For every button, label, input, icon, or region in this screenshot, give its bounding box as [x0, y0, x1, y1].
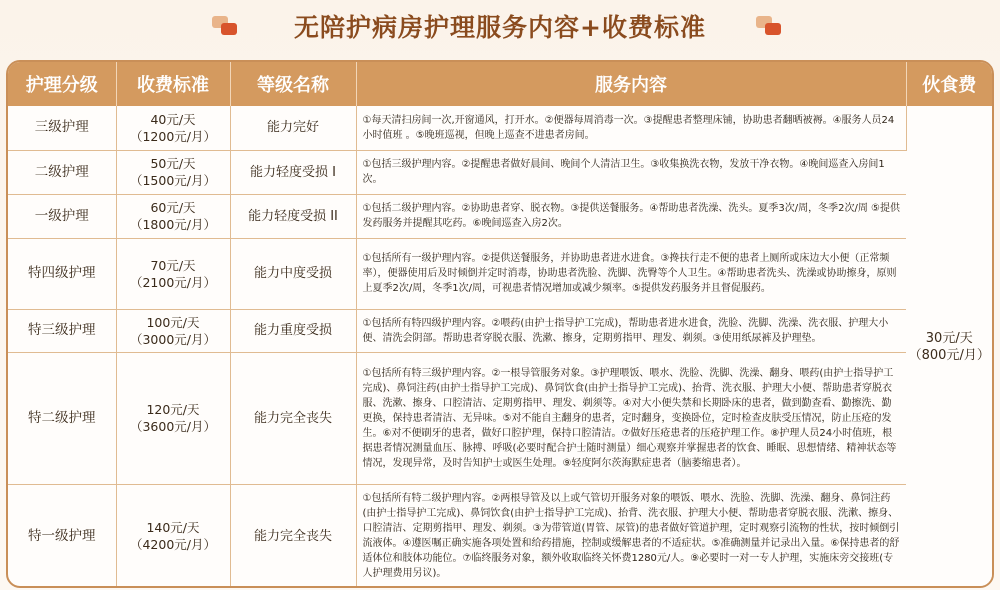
fee-table	[8, 62, 992, 588]
row-service: ①每天清扫房间一次,开窗通风，打开水。②便器每周消毒一次。③提醒患者整理床铺，协助患者翻晒被褥。④服务人员24小时值班 。⑤晚班巡视，但晚上巡查不进患者房间。	[356, 106, 906, 150]
table-row	[8, 309, 992, 352]
header-food: 伙食费	[906, 62, 992, 106]
fee-day: 140元/天	[146, 520, 200, 536]
row-level: 特二级护理	[8, 352, 116, 484]
fee-table-container	[6, 60, 994, 588]
fee-day: 50元/天	[150, 156, 196, 171]
fee-month: （1500元/月）	[129, 173, 217, 188]
fee-month: （1200元/月）	[129, 128, 217, 144]
header-grade-name: 等级名称	[230, 62, 356, 106]
row-grade-name: 能力中度受损	[230, 238, 356, 309]
food-fee-month: （800元/月）	[908, 347, 990, 363]
title-bar	[0, 0, 1000, 52]
row-level: 三级护理	[8, 106, 116, 150]
row-grade-name: 能力轻度受损 II	[230, 194, 356, 238]
row-level: 特三级护理	[8, 309, 116, 352]
fee-month: （3600元/月）	[129, 419, 217, 434]
title-decoration-left	[212, 16, 238, 36]
row-fee	[116, 484, 230, 588]
header-level: 护理分级	[8, 62, 116, 106]
fee-month: （4200元/月）	[129, 537, 217, 553]
fee-day: 100元/天	[146, 314, 200, 330]
table-row	[8, 238, 992, 309]
table-header-row	[8, 62, 992, 106]
table-row	[8, 194, 992, 238]
row-level: 特四级护理	[8, 238, 116, 309]
row-level: 特一级护理	[8, 484, 116, 588]
fee-day: 120元/天	[146, 402, 200, 417]
header-service: 服务内容	[356, 62, 906, 106]
row-fee	[116, 150, 230, 194]
row-service: ①包括所有特四级护理内容。②喂药(由护士指导护工完成)，帮助患者进水进食，洗脸、洗脚、洗澡、洗衣服、护理大小便、清洗会阴部。帮助患者穿脱衣服、洗漱、擦身，定期剪指甲、理发、剃须。③使用纸尿裤及护理垫。	[356, 309, 906, 352]
row-fee	[116, 352, 230, 484]
row-level: 一级护理	[8, 194, 116, 238]
row-level: 二级护理	[8, 150, 116, 194]
row-service: ①包括三级护理内容。②提醒患者做好晨间、晚间个人清洁卫生。③收集换洗衣物，发放干净衣物。④晚间巡查入房间1次。	[356, 150, 906, 194]
fee-month: （2100元/月）	[129, 274, 217, 290]
row-fee	[116, 309, 230, 352]
fee-day: 70元/天	[150, 257, 196, 273]
food-fee-cell	[906, 106, 992, 588]
page-title: 无陪护病房护理服务内容+收费标准	[294, 13, 706, 42]
fee-day: 40元/天	[150, 111, 196, 127]
row-service: ①包括二级护理内容。②协助患者穿、脱衣物。③提供送餐服务。④帮助患者洗澡、洗头。夏季3次/周，冬季2次/周 ⑤提供发药服务并提醒其吃药。⑥晚间巡查入房2次。	[356, 194, 906, 238]
table-row	[8, 352, 992, 484]
table-row	[8, 106, 992, 150]
fee-day: 60元/天	[150, 200, 196, 215]
row-grade-name: 能力完全丧失	[230, 484, 356, 588]
title-decoration-right	[756, 16, 782, 36]
table-row	[8, 484, 992, 588]
row-grade-name: 能力轻度受损 I	[230, 150, 356, 194]
row-service: ①包括所有一级护理内容。②提供送餐服务，并协助患者进水进食。③搀扶行走不便的患者上厕所或床边大小便（正常频率），便器使用后及时倾倒并定时消毒，协助患者洗脸、洗脚、洗臀等个人卫生。④帮助患者洗头、洗澡或协助擦身，原则上夏季2次/周，冬季1次/周，可视患者情况增加或减少频率。⑤提供发药服务并且督促服药。	[356, 238, 906, 309]
row-fee	[116, 238, 230, 309]
table-row	[8, 150, 992, 194]
row-service: ①包括所有特二级护理内容。②两根导管及以上或气管切开服务对象的喂饭、喂水、洗脸、洗脚、洗澡、翻身、鼻饲注药(由护士指导护工完成)、鼻饲饮食(由护士指导护工完成)、抬背、洗衣服、护理大小便、帮助患者穿脱衣服、洗漱、擦身、口腔清洁、定期剪指甲、理发、剃须。③为带管道(胃管、尿管)的患者做好管道护理，定时观察引流物的性状，按时倾倒引流液体。④遵医嘱正确实施各项处置和给药措施，控制或缓解患者的不适症状。⑤准确测量并记录出入量。⑥保持患者的舒适体位和肢体功能位。⑦临终服务对象，额外收取临终关怀费1280元/人。⑨必要时一对一专人护理，实施床旁交接班(专人护理费用另议)。	[362, 493, 900, 580]
fee-month: （1800元/月）	[129, 217, 217, 232]
row-grade-name: 能力完全丧失	[230, 352, 356, 484]
food-fee-day: 30元/天	[925, 330, 973, 346]
row-grade-name: 能力重度受损	[230, 309, 356, 352]
row-service: ①包括所有特三级护理内容。②一根导管服务对象。③护理喂饭、喂水、洗脸、洗脚、洗澡、翻身、喂药(由护士指导护工完成)、鼻饲注药(由护士指导护工完成)、鼻饲饮食(由护士指导护工完成)、抬背、洗衣服、护理大小便、帮助患者穿脱衣服、洗漱、擦身、口腔清洁、定期剪指甲、理发、剃须等。④对大小便失禁和长期卧床的患者，做到勤查看、勤擦洗、勤更换，保持患者清洁、无异味。⑤对不能自主翻身的患者，定时翻身，变换卧位，定时检查皮肤受压情况，防止压疮的发生。⑥对不便刷牙的患者，做好口腔护理，保持口腔清洁。⑦做好压疮患者的压疮护理工作。⑧护理人员24小时值班，根据患者情况测量血压、脉搏、呼吸(必要时配合护士随时测量）细心观察并掌握患者的饮食、睡眠、思想情绪、精神状态等情况，发现异常，及时告知护士或医生处理。⑨轻度阿尔茨海默症患者（脑萎缩患者）。	[356, 352, 906, 484]
row-fee	[116, 194, 230, 238]
header-fee: 收费标准	[116, 62, 230, 106]
row-grade-name: 能力完好	[230, 106, 356, 150]
fee-month: （3000元/月）	[129, 331, 217, 347]
row-fee	[116, 106, 230, 150]
